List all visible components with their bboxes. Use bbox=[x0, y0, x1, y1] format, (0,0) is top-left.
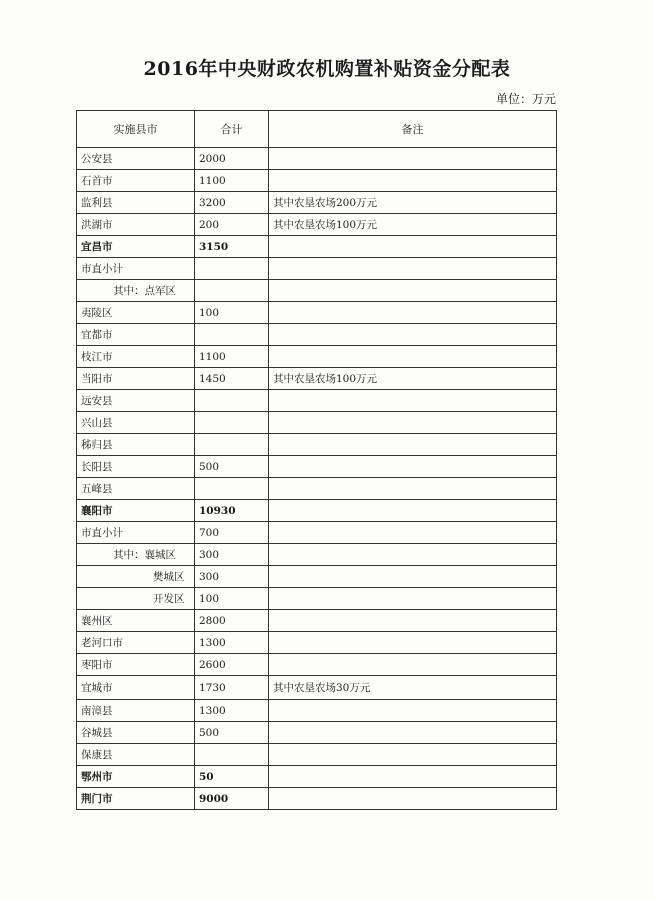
county-cell: 五峰县 bbox=[77, 478, 195, 500]
note-cell bbox=[269, 478, 557, 500]
page-title: 2016年中央财政农机购置补贴资金分配表 bbox=[143, 58, 511, 80]
table-row bbox=[77, 214, 557, 236]
county-cell: 监利县 bbox=[77, 192, 195, 214]
county-cell: 市直小计 bbox=[77, 522, 195, 544]
total-cell: 2800 bbox=[195, 610, 269, 632]
county-cell: 公安县 bbox=[77, 148, 195, 170]
total-cell bbox=[195, 258, 269, 280]
table-row bbox=[77, 192, 557, 214]
table-row bbox=[77, 500, 557, 522]
total-cell: 100 bbox=[195, 302, 269, 324]
table-row bbox=[77, 654, 557, 676]
total-cell: 1100 bbox=[195, 346, 269, 368]
table-row bbox=[77, 632, 557, 654]
total-cell bbox=[195, 412, 269, 434]
table-row bbox=[77, 566, 557, 588]
note-cell bbox=[269, 722, 557, 744]
county-cell: 宜昌市 bbox=[77, 236, 195, 258]
table-row bbox=[77, 676, 557, 700]
county-cell: 枣阳市 bbox=[77, 654, 195, 676]
total-cell: 50 bbox=[195, 766, 269, 788]
total-cell: 500 bbox=[195, 456, 269, 478]
note-cell: 其中农垦农场30万元 bbox=[269, 676, 557, 700]
total-cell: 10930 bbox=[195, 500, 269, 522]
header-note: 备注 bbox=[269, 111, 557, 148]
table-row bbox=[77, 434, 557, 456]
county-cell: 南漳县 bbox=[77, 700, 195, 722]
county-cell: 当阳市 bbox=[77, 368, 195, 390]
county-cell: 谷城县 bbox=[77, 722, 195, 744]
note-cell bbox=[269, 456, 557, 478]
county-cell: 樊城区 bbox=[77, 566, 195, 588]
table-row bbox=[77, 412, 557, 434]
note-cell: 其中农垦农场100万元 bbox=[269, 368, 557, 390]
county-cell: 枝江市 bbox=[77, 346, 195, 368]
total-cell: 1450 bbox=[195, 368, 269, 390]
county-cell: 宜都市 bbox=[77, 324, 195, 346]
total-cell: 300 bbox=[195, 566, 269, 588]
total-cell: 3150 bbox=[195, 236, 269, 258]
county-cell: 荆门市 bbox=[77, 788, 195, 810]
table-header-row bbox=[77, 111, 557, 148]
table-row bbox=[77, 302, 557, 324]
county-cell: 开发区 bbox=[77, 588, 195, 610]
county-cell: 兴山县 bbox=[77, 412, 195, 434]
table-row bbox=[77, 236, 557, 258]
note-cell bbox=[269, 788, 557, 810]
county-cell: 秭归县 bbox=[77, 434, 195, 456]
table-row bbox=[77, 390, 557, 412]
county-cell: 远安县 bbox=[77, 390, 195, 412]
table-row bbox=[77, 744, 557, 766]
note-cell bbox=[269, 258, 557, 280]
total-cell: 9000 bbox=[195, 788, 269, 810]
note-cell bbox=[269, 324, 557, 346]
county-cell: 其中：点军区 bbox=[77, 280, 195, 302]
note-cell bbox=[269, 346, 557, 368]
note-cell bbox=[269, 610, 557, 632]
note-cell bbox=[269, 544, 557, 566]
table-row bbox=[77, 522, 557, 544]
total-cell: 300 bbox=[195, 544, 269, 566]
county-cell: 石首市 bbox=[77, 170, 195, 192]
table-row bbox=[77, 478, 557, 500]
header-total: 合计 bbox=[195, 111, 269, 148]
county-cell: 长阳县 bbox=[77, 456, 195, 478]
table-row bbox=[77, 788, 557, 810]
table-row bbox=[77, 610, 557, 632]
note-cell bbox=[269, 654, 557, 676]
note-cell bbox=[269, 766, 557, 788]
county-cell: 保康县 bbox=[77, 744, 195, 766]
county-cell: 襄州区 bbox=[77, 610, 195, 632]
total-cell bbox=[195, 324, 269, 346]
total-cell bbox=[195, 390, 269, 412]
header-county: 实施县市 bbox=[77, 111, 195, 148]
total-cell bbox=[195, 280, 269, 302]
note-cell bbox=[269, 236, 557, 258]
county-cell: 洪湖市 bbox=[77, 214, 195, 236]
table-row bbox=[77, 368, 557, 390]
note-cell bbox=[269, 588, 557, 610]
total-cell: 1730 bbox=[195, 676, 269, 700]
county-cell: 夷陵区 bbox=[77, 302, 195, 324]
total-cell: 2600 bbox=[195, 654, 269, 676]
total-cell bbox=[195, 478, 269, 500]
county-cell: 宜城市 bbox=[77, 676, 195, 700]
county-cell: 市直小计 bbox=[77, 258, 195, 280]
table-row bbox=[77, 700, 557, 722]
total-cell: 1100 bbox=[195, 170, 269, 192]
total-cell bbox=[195, 434, 269, 456]
table-row bbox=[77, 258, 557, 280]
note-cell bbox=[269, 522, 557, 544]
total-cell: 500 bbox=[195, 722, 269, 744]
note-cell bbox=[269, 280, 557, 302]
note-cell: 其中农垦农场200万元 bbox=[269, 192, 557, 214]
note-cell bbox=[269, 700, 557, 722]
unit-label: 单位：万元 bbox=[495, 92, 556, 106]
table-row bbox=[77, 544, 557, 566]
county-cell: 襄阳市 bbox=[77, 500, 195, 522]
total-cell: 1300 bbox=[195, 700, 269, 722]
county-cell: 其中：襄城区 bbox=[77, 544, 195, 566]
table-row bbox=[77, 170, 557, 192]
note-cell bbox=[269, 744, 557, 766]
table-row bbox=[77, 346, 557, 368]
note-cell bbox=[269, 302, 557, 324]
total-cell: 1300 bbox=[195, 632, 269, 654]
table-row bbox=[77, 722, 557, 744]
total-cell: 700 bbox=[195, 522, 269, 544]
note-cell bbox=[269, 412, 557, 434]
table-body bbox=[77, 148, 557, 810]
note-cell: 其中农垦农场100万元 bbox=[269, 214, 557, 236]
total-cell: 200 bbox=[195, 214, 269, 236]
allocation-table bbox=[76, 110, 557, 810]
note-cell bbox=[269, 170, 557, 192]
note-cell bbox=[269, 632, 557, 654]
total-cell: 100 bbox=[195, 588, 269, 610]
table-row bbox=[77, 324, 557, 346]
table-row bbox=[77, 766, 557, 788]
note-cell bbox=[269, 566, 557, 588]
total-cell: 2000 bbox=[195, 148, 269, 170]
table-row bbox=[77, 148, 557, 170]
county-cell: 鄂州市 bbox=[77, 766, 195, 788]
county-cell: 老河口市 bbox=[77, 632, 195, 654]
note-cell bbox=[269, 390, 557, 412]
note-cell bbox=[269, 434, 557, 456]
note-cell bbox=[269, 500, 557, 522]
table-row bbox=[77, 456, 557, 478]
total-cell bbox=[195, 744, 269, 766]
table-row bbox=[77, 280, 557, 302]
note-cell bbox=[269, 148, 557, 170]
total-cell: 3200 bbox=[195, 192, 269, 214]
table-row bbox=[77, 588, 557, 610]
